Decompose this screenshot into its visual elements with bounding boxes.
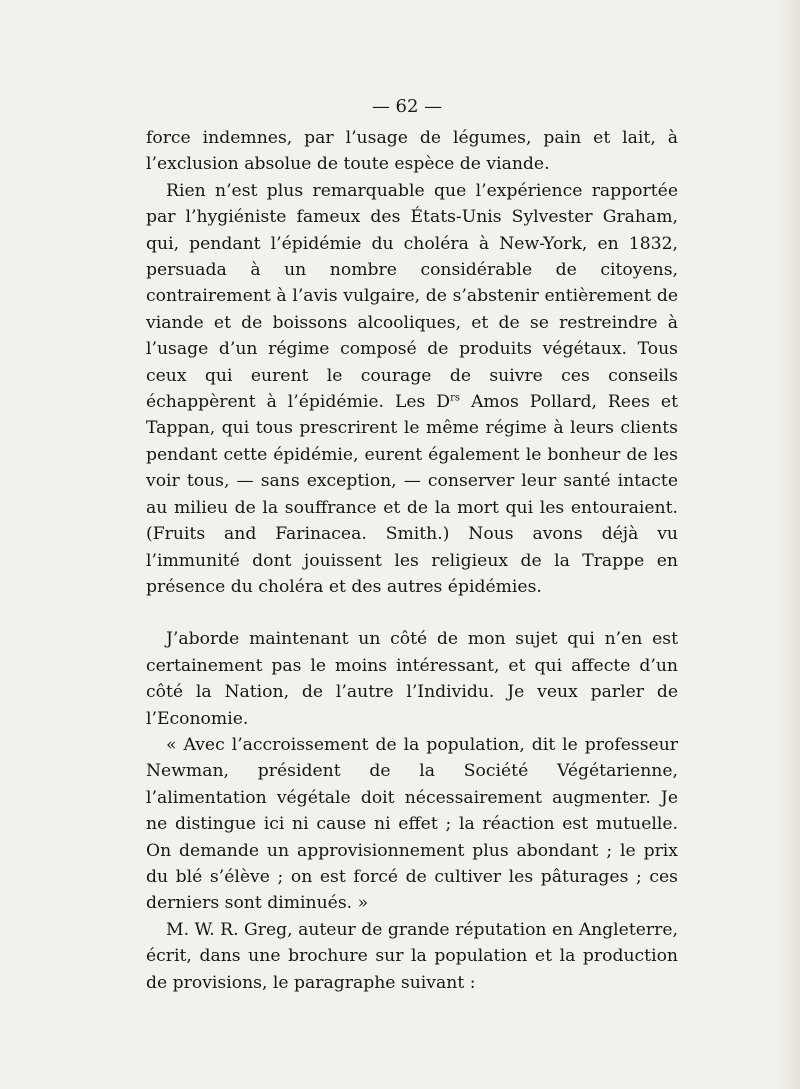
- paragraph-greg: M. W. R. Greg, auteur de grande réputation en Angleterre, écrit, dans une brochure sur la population et la production de provisions, le paragraphe suivant :: [146, 919, 678, 993]
- doctors-abbrev-superscript: rs: [450, 392, 461, 404]
- paragraph-economie: J’aborde maintenant un côté de mon sujet qui n’en est certainement pas le moins intéressant, et qui affecte d’un côté la Nation, de l’autre l’Individu. Je veux parler de l’Economie.: [146, 629, 678, 729]
- paragraph-graham-text-continued: Amos Pollard, Rees et Tappan, qui tous prescrirent le même régime à leurs clients pendant cette épidémie, eurent également le bonheur de les voir tous, — sans exception, — conserver leur santé intacte au milieu de la souffrance et de la mort qui les entouraient. (Fruits and Farinacea. Smith.) Nous avons déjà vu l’immunité dont jouissent les religieux de la Trappe en présence du choléra et des autres épidémies.: [146, 392, 678, 597]
- paragraph-newman-quote: « Avec l’accroissement de la population, dit le professeur Newman, président de la Société Végétarienne, l’alimentation végétale doit nécessairement augmenter. Je ne distingue ici ni cause ni effet ; la réaction est mutuelle. On demande un approvisionnement plus abondant ; le prix du blé s’élève ; on est forcé de cultiver les pâturages ; ces derniers sont diminués. »: [146, 734, 678, 914]
- body-text: [146, 125, 678, 996]
- paragraph-graham-text: Rien n’est plus remarquable que l’expérience rapportée par l’hygiéniste fameux des États-Unis Sylvester Graham, qui, pendant l’épidémie du choléra à New-York, en 1832, persuada à un nombre considérable de citoyens, contrairement à l’avis vulgaire, de s’abstenir entièrement de viande et de boissons alcooliques, et de se restreindre à l’usage d’un régime composé de produits végétaux. Tous ceux qui eurent le courage de suivre ces conseils échappèrent à l’épidémie. Les D: [146, 180, 678, 413]
- paragraph-graham: [146, 178, 678, 601]
- page-edge-shadow: [778, 0, 800, 1089]
- page-number: — 62 —: [371, 96, 443, 117]
- paragraph-continuation: force indemnes, par l’usage de légumes, pain et lait, à l’exclusion absolue de toute espèce de viande.: [146, 128, 678, 175]
